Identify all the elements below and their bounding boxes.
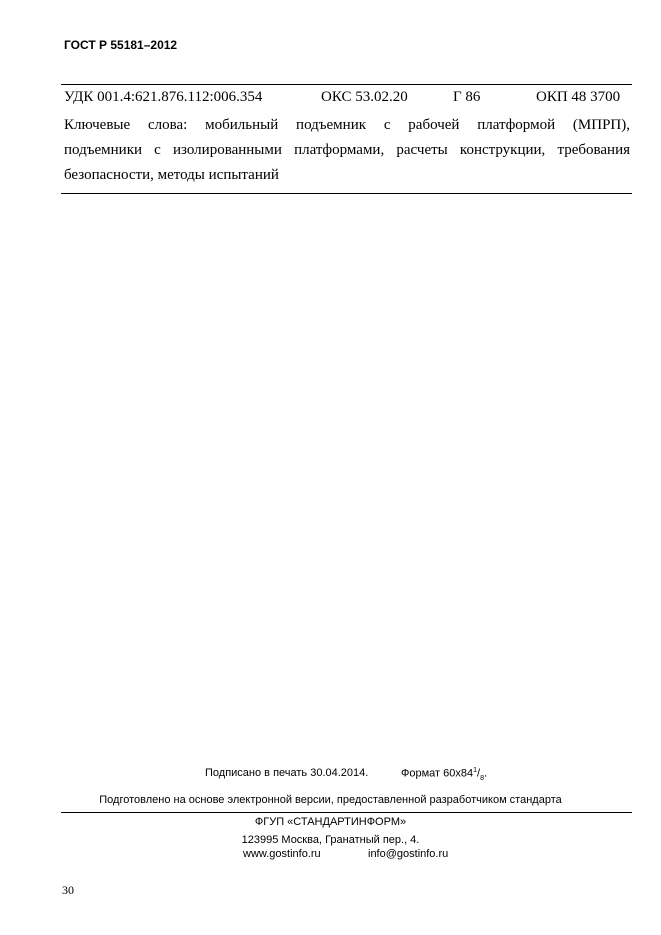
standard-number-header: ГОСТ Р 55181–2012 xyxy=(64,38,178,52)
format-suffix: . xyxy=(483,767,488,780)
classification-top-rule xyxy=(61,84,632,85)
format-numerator: 1 xyxy=(473,767,478,774)
keywords-block xyxy=(64,113,630,188)
keywords-line: безопасности, методы испытаний xyxy=(64,167,279,183)
keywords-line: подъемники с изолированными платформами, расчеты конструкции, требования xyxy=(64,142,630,158)
udk-code: УДК 001.4:621.876.112:006.354 xyxy=(64,89,263,105)
email-link[interactable]: info@gostinfo.ru xyxy=(368,848,449,860)
signed-date: Подписано в печать 30.04.2014. xyxy=(205,767,369,779)
keywords-line: Ключевые слова: мобильный подъемник с рабочей платформой (МПРП), xyxy=(64,117,630,133)
page-number: 30 xyxy=(62,883,74,897)
okp-code: ОКП 48 3700 xyxy=(536,89,621,105)
imprint-signed-row xyxy=(0,767,661,783)
oks-code: ОКС 53.02.20 xyxy=(321,89,408,105)
prepared-note: Подготовлено на основе электронной версии, предоставленной разработчиком стандарта xyxy=(99,794,562,806)
format-denominator: 8 xyxy=(480,774,484,782)
publisher-address: 123995 Москва, Гранатный пер., 4. xyxy=(241,834,420,846)
print-format: Формат $60x84^1/_8$. xyxy=(401,767,488,782)
imprint-rule xyxy=(61,812,632,813)
publisher-name: ФГУП «СТАНДАРТИНФОРМ» xyxy=(254,816,407,828)
format-prefix: Формат 60x84 xyxy=(401,767,474,780)
keywords-bottom-rule xyxy=(61,193,632,194)
publisher-contacts xyxy=(0,848,661,862)
website-link[interactable]: www.gostinfo.ru xyxy=(243,848,321,860)
g-code: Г 86 xyxy=(453,89,481,105)
